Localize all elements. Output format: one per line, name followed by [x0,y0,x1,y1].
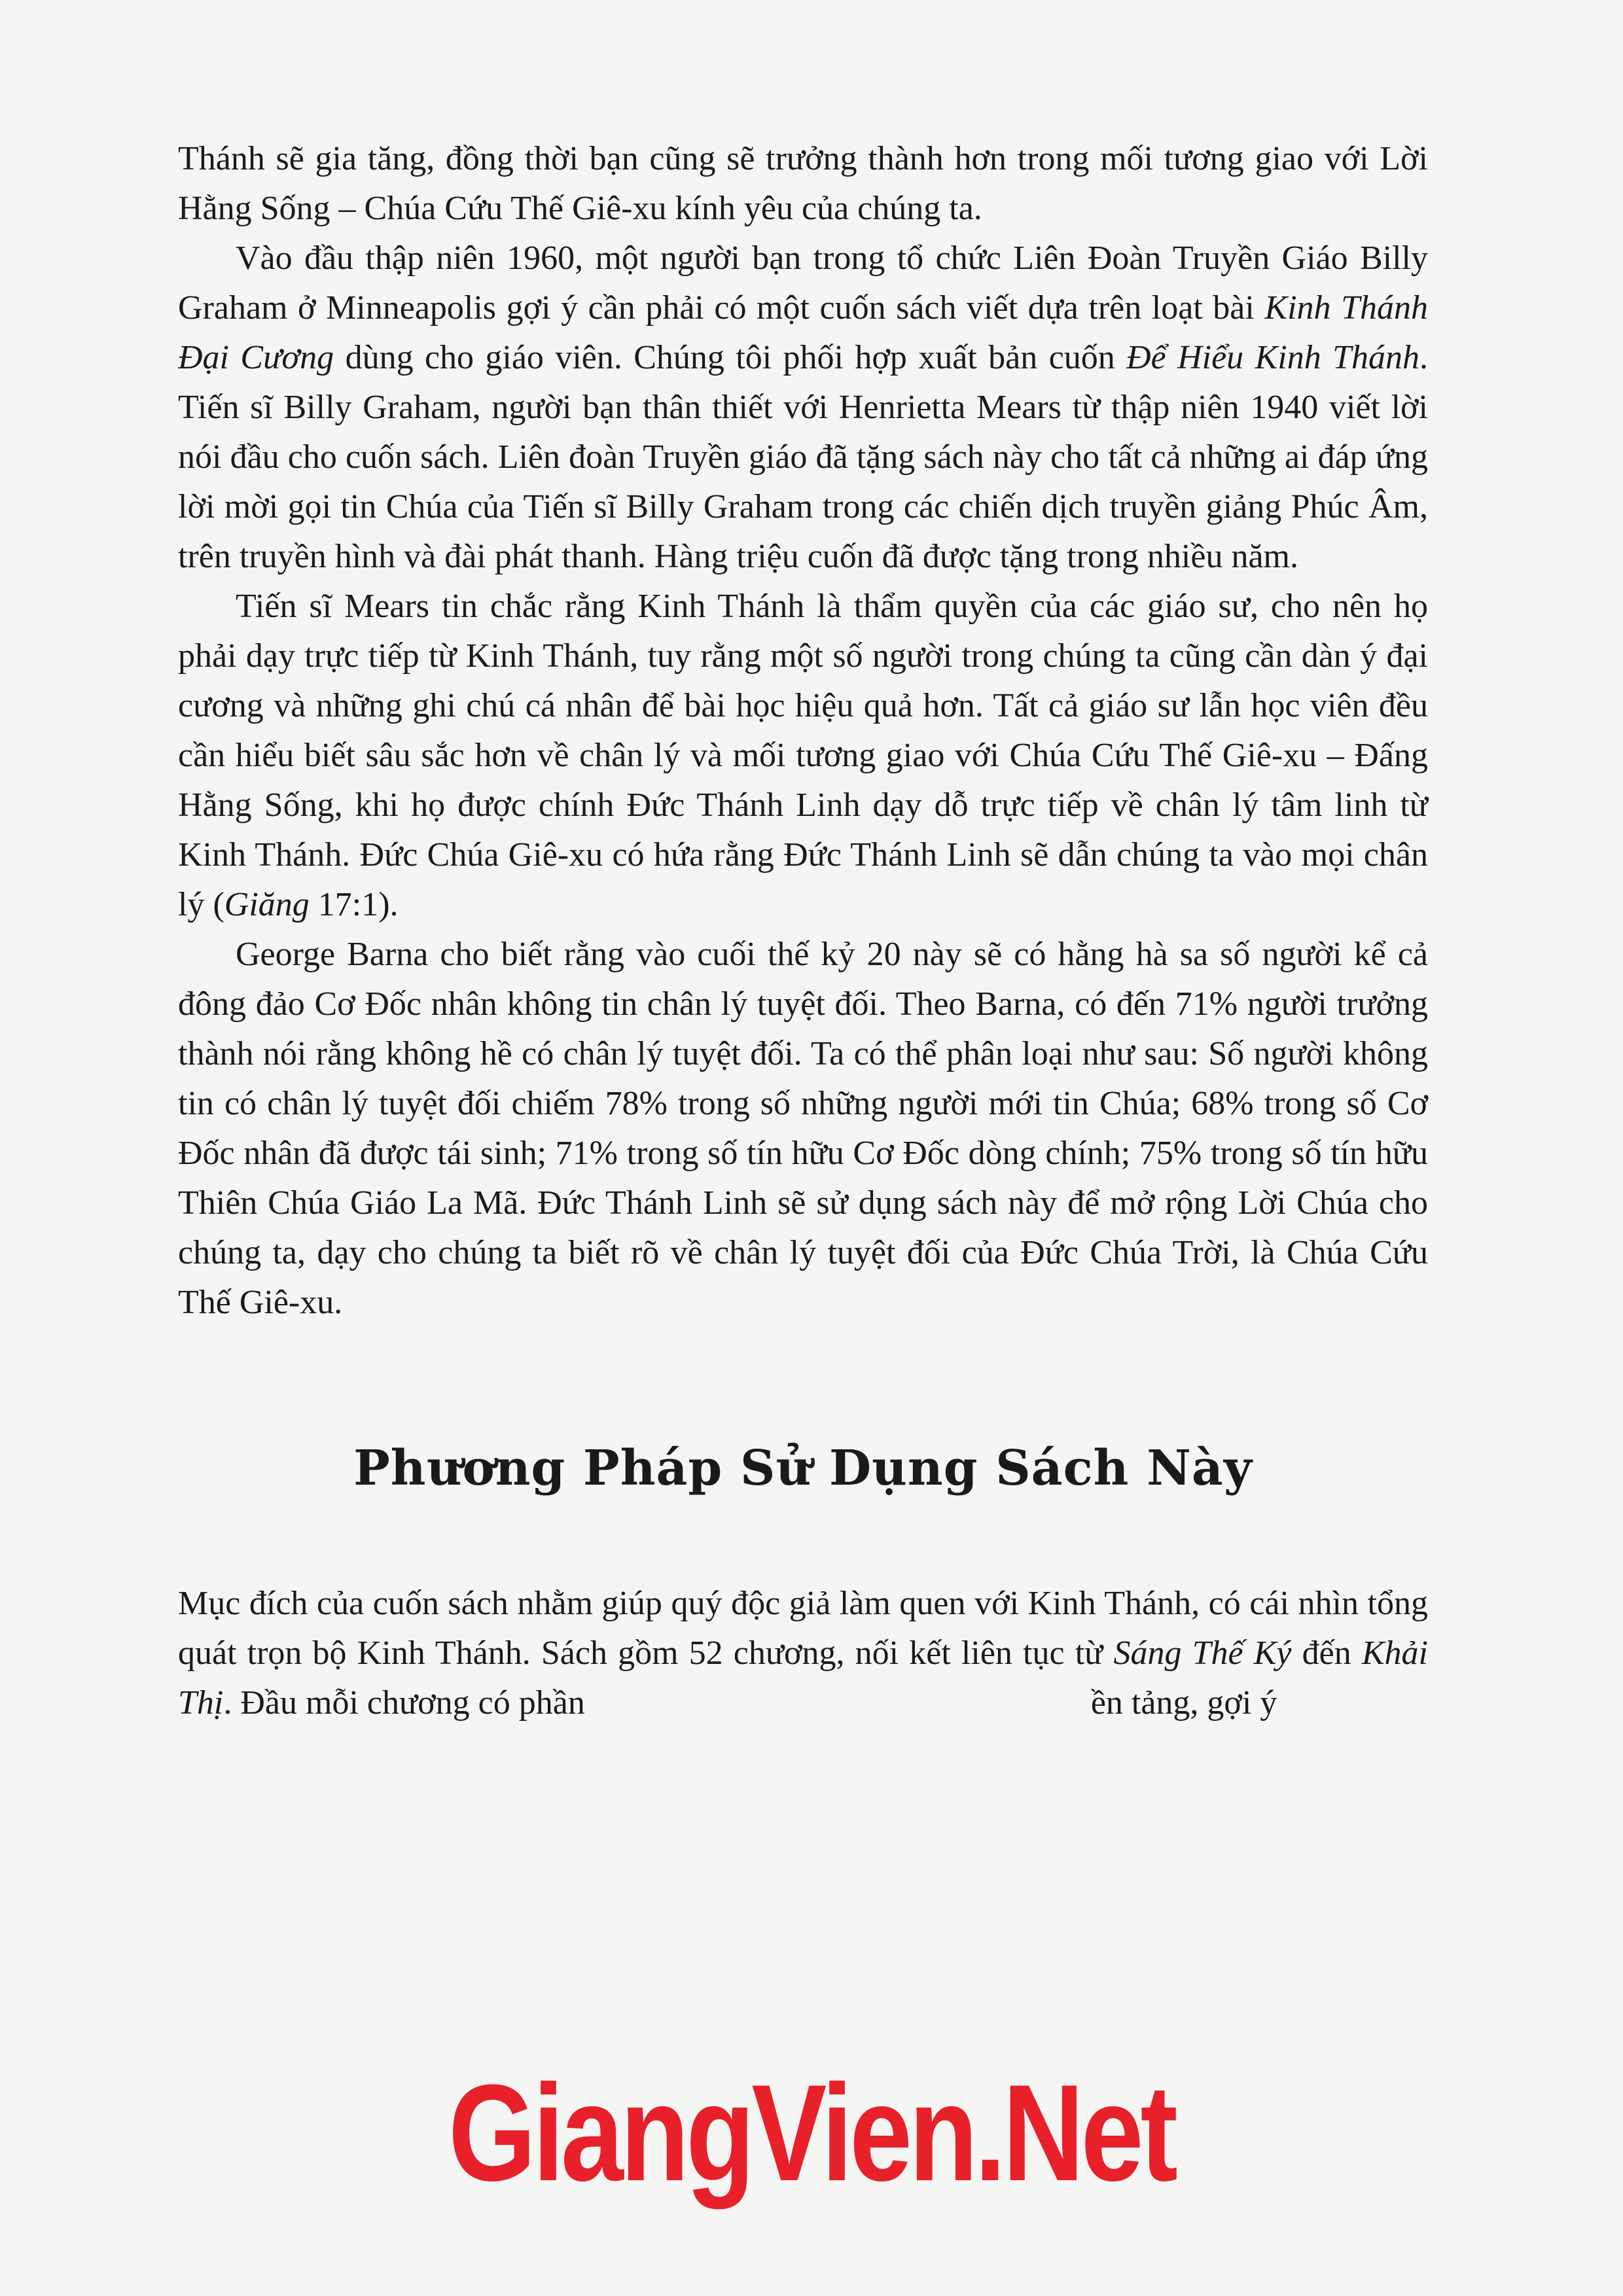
paragraph-2-mid: dùng cho giáo viên. Chúng tôi phối hợp xuất bản cuốn [334,339,1127,376]
book-name-italic-2: Khải Thị [178,1634,1428,1722]
book-name-italic: Sáng Thế Ký [1113,1634,1292,1672]
paragraph-3-text: Tiến sĩ Mears tin chắc rằng Kinh Thánh là thẩm quyền của các giáo sư, cho nên họ phải dạy trực tiếp từ Kinh Thánh, tuy rằng một số người trong chúng ta cũng cần dàn ý đại cương và những ghi chú cá nhân để bài học hiệu quả hơn. Tất cả giáo sư lẫn học viên đều cần hiểu biết sâu sắc hơn về chân lý và mối tương giao với Chúa Cứu Thế Giê-xu – Đấng Hằng Sống, khi họ được chính Đức Thánh Linh dạy dỗ trực tiếp về chân lý tâm linh từ Kinh Thánh. Đức Chúa Giê-xu có hứa rằng Đức Thánh Linh sẽ dẫn chúng ta vào mọi chân lý ( [178,588,1428,923]
paragraph-5-end: . Đầu mỗi chương có phần [223,1684,585,1722]
book-title-italic-2: Để Hiểu Kinh Thánh [1126,339,1419,376]
paragraph-4-text: George Barna cho biết rằng vào cuối thế kỷ 20 này sẽ có hằng hà sa số người kể cả đông đảo Cơ Đốc nhân không tin chân lý tuyệt đối. Theo Barna, có đến 71% người trưởng thành nói rằng không hề có chân lý tuyệt đối. Ta có thể phân loại như sau: Số người không tin có chân lý tuyệt đối chiếm 78% trong số những người mới tin Chúa; 68% trong số Cơ Đốc nhân đã được tái sinh; 71% trong số tín hữu Cơ Đốc dòng chính; 75% trong số tín hữu Thiên Chúa Giáo La Mã. Đức Thánh Linh sẽ sử dụng sách này để mở rộng Lời Chúa cho chúng ta, dạy cho chúng ta biết rõ về chân lý tuyệt đối của Đức Chúa Trời, là Chúa Cứu Thế Giê-xu. [178,936,1428,1321]
paragraph-2-rest: . Tiến sĩ Billy Graham, người bạn thân thiết với Henrietta Mears từ thập niên 1940 viết lời nói đầu cho cuốn sách. Liên đoàn Truyền giáo đã tặng sách này cho tất cả những ai đáp ứng lời mời gọi tin Chúa của Tiến sĩ Billy Graham trong các chiến dịch truyền giảng Phúc Âm, trên truyền hình và đài phát thanh. Hàng triệu cuốn đã được tặng trong nhiều năm. [178,339,1428,575]
page-content [178,134,1428,1728]
paragraph-2-text: Vào đầu thập niên 1960, một người bạn trong tổ chức Liên Đoàn Truyền Giáo Billy Graham ở Minneapolis gợi ý cần phải có một cuốn sách viết dựa trên loạt bài [178,239,1428,327]
scripture-ref-italic: Giăng [224,886,310,923]
scripture-ref-rest: 17:1). [309,886,399,923]
watermark-logo: GiangVien.Net [448,2056,1175,2210]
book-title-italic: Kinh Thánh Đại Cương [178,289,1429,376]
paragraph-5-tail: ền tảng, gợi ý [1090,1684,1277,1722]
paragraph-1 [178,134,1428,234]
paragraph-4 [178,930,1428,1328]
paragraph-5 [178,1579,1428,1728]
paragraph-5-mid: đến [1291,1634,1362,1672]
paragraph-5-start: Mục đích của cuốn sách nhằm giúp quý độc giả làm quen với Kinh Thánh, có cái nhìn tổng quát trọn bộ Kinh Thánh. Sách gồm 52 chương, nối kết liên tục từ [178,1585,1428,1672]
section-heading: Phương Pháp Sử Dụng Sách Này [353,1440,1253,1496]
paragraph-2 [178,234,1428,582]
paragraph-1-text: Thánh sẽ gia tăng, đồng thời bạn cũng sẽ trưởng thành hơn trong mối tương giao với Lời Hằng Sống – Chúa Cứu Thế Giê-xu kính yêu của chúng ta. [178,140,1428,227]
paragraph-3 [178,582,1428,930]
